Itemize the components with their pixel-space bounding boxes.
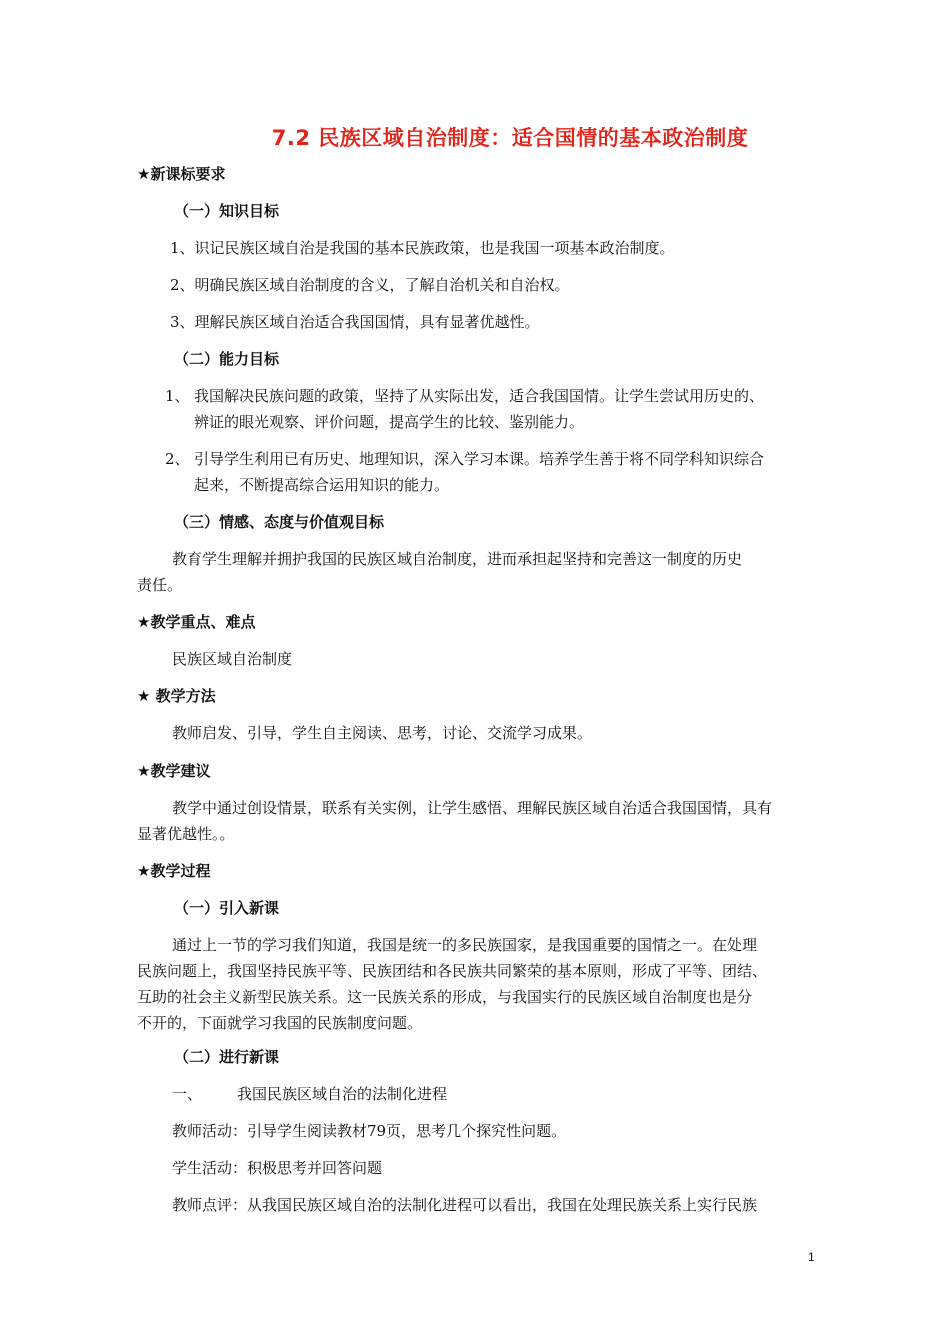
paragraph: 教师活动：引导学生阅读教材79页，思考几个探究性问题。 xyxy=(172,1122,567,1140)
list-number: 1、 xyxy=(165,387,190,405)
subsection-heading: （二）进行新课 xyxy=(174,1048,280,1066)
section-heading: ★教学重点、难点 xyxy=(137,613,256,631)
list-number: 2、 xyxy=(165,450,190,468)
list-item: 1、识记民族区域自治是我国的基本民族政策，也是我国一项基本政治制度。 xyxy=(170,239,675,257)
subsection-heading: （三）情感、态度与价值观目标 xyxy=(174,513,385,531)
paragraph: 民族区域自治制度 xyxy=(172,650,293,668)
subsection-heading: （一）知识目标 xyxy=(174,202,280,220)
section-heading: ★教学过程 xyxy=(137,862,211,880)
list-number: 一、 xyxy=(172,1085,203,1103)
section-heading: ★ 教学方法 xyxy=(137,687,216,705)
section-heading: ★新课标要求 xyxy=(137,165,226,183)
list-item: 2、明确民族区域自治制度的含义，了解自治机关和自治权。 xyxy=(170,276,570,294)
list-item: 引导学生利用已有历史、地理知识，深入学习本课。培养学生善于将不同学科知识综合 xyxy=(194,450,765,468)
paragraph-continuation: 显著优越性。。 xyxy=(137,825,235,843)
page-number: 1 xyxy=(808,1250,815,1264)
list-item: 我国民族区域自治的法制化进程 xyxy=(237,1085,448,1103)
page-title: 7.2 民族区域自治制度：适合国情的基本政治制度 xyxy=(271,126,749,150)
paragraph: 教师点评：从我国民族区域自治的法制化进程可以看出，我国在处理民族关系上实行民族 xyxy=(172,1196,758,1214)
paragraph-continuation: 责任。 xyxy=(137,576,183,594)
subsection-heading: （二）能力目标 xyxy=(174,350,280,368)
paragraph: 通过上一节的学习我们知道，我国是统一的多民族国家，是我国重要的国情之一。在处理 xyxy=(172,936,758,954)
list-item-continuation: 起来，不断提高综合运用知识的能力。 xyxy=(194,476,450,494)
list-item-continuation: 辨证的眼光观察、评价问题，提高学生的比较、鉴别能力。 xyxy=(194,413,585,431)
paragraph-continuation: 互助的社会主义新型民族关系。这一民族关系的形成，与我国实行的民族区域自治制度也是分 xyxy=(137,988,753,1006)
list-item: 我国解决民族问题的政策，坚持了从实际出发，适合我国国情。让学生尝试用历史的、 xyxy=(194,387,765,405)
paragraph: 教师启发、引导，学生自主阅读、思考，讨论、交流学习成果。 xyxy=(172,724,593,742)
section-heading: ★教学建议 xyxy=(137,762,211,780)
paragraph-continuation: 民族问题上，我国坚持民族平等、民族团结和各民族共同繁荣的基本原则，形成了平等、团结、 xyxy=(137,962,768,980)
subsection-heading: （一）引入新课 xyxy=(174,899,280,917)
paragraph: 学生活动：积极思考并回答问题 xyxy=(172,1159,383,1177)
paragraph-continuation: 不开的，下面就学习我国的民族制度问题。 xyxy=(137,1014,423,1032)
list-item: 3、理解民族区域自治适合我国国情，具有显著优越性。 xyxy=(170,313,540,331)
paragraph: 教育学生理解并拥护我国的民族区域自治制度，进而承担起坚持和完善这一制度的历史 xyxy=(172,550,743,568)
paragraph: 教学中通过创设情景，联系有关实例，让学生感悟、理解民族区域自治适合我国国情，具有 xyxy=(172,799,773,817)
